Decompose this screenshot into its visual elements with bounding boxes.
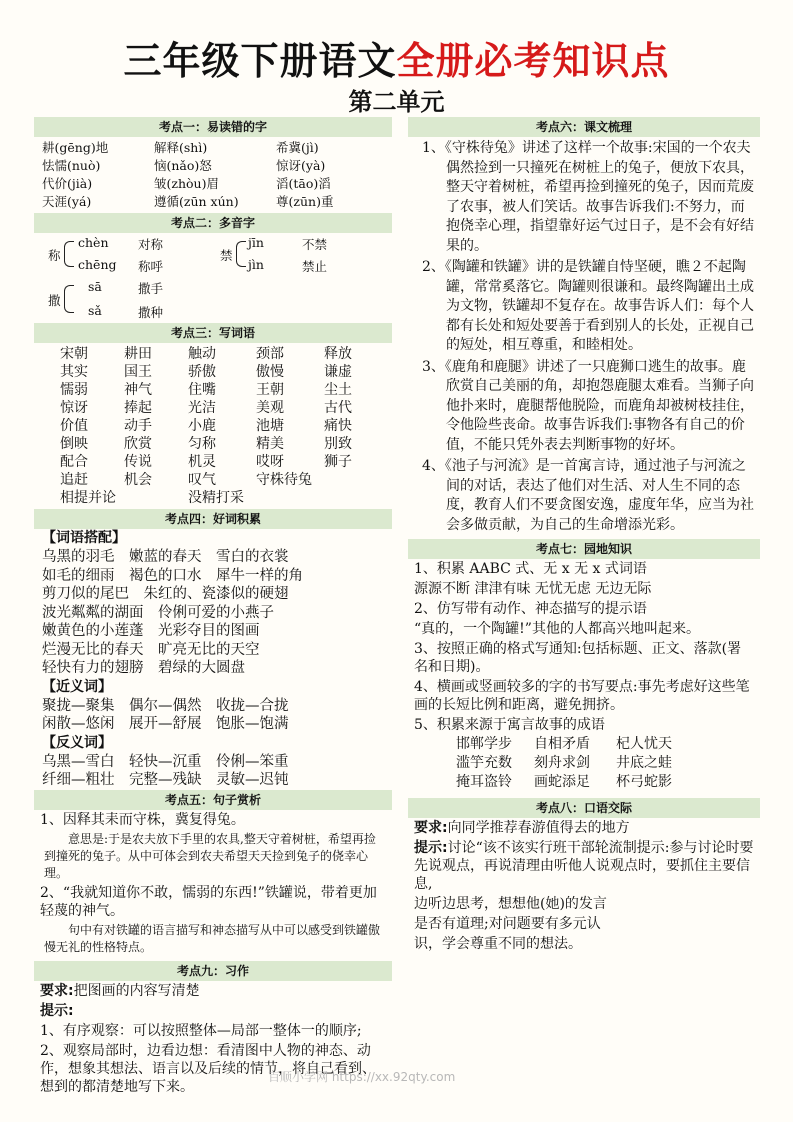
section-header-k1: 考点一：易读错的字 [34, 117, 392, 137]
word-item: 天涯(yá) [42, 194, 92, 209]
word-item: 住嘴 [188, 382, 216, 398]
phrase-line: 烂漫无比的春天 旷亮无比的天空 [42, 641, 260, 658]
word-item: 配合 [60, 454, 88, 470]
word-item: 谦虚 [324, 364, 352, 380]
k7-line: 2、仿写带有动作、神态描写的提示语 [414, 601, 647, 617]
k8-requirement [408, 818, 760, 838]
brace [64, 241, 74, 267]
title-black: 三年级下册语文 [123, 39, 397, 83]
word-item: 耕田 [124, 346, 152, 362]
poly-char-jin: 禁 [220, 248, 233, 263]
k9-requirement [34, 981, 392, 1001]
word-item: 动手 [124, 418, 152, 434]
word-item: 怯懦(nuò) [42, 158, 101, 173]
antonym-line: 乌黑—雪白 轻快—沉重 伶俐—笨重 [42, 753, 289, 770]
poly-pinyin: jìn [248, 257, 264, 272]
section-header-k7: 考点七：园地知识 [408, 539, 760, 559]
k8-tip [408, 838, 760, 894]
tip-label: 提示: [40, 1002, 74, 1019]
section-header-k9: 考点九：习作 [34, 961, 392, 981]
section-header-k3: 考点三：写词语 [34, 323, 392, 343]
word-item: 池塘 [256, 418, 284, 434]
word-item: 恼(nǎo)怒 [154, 158, 212, 173]
k8-tip-line: 边听边思考，想想他(她)的发言 [414, 896, 607, 912]
word-item: 皱(zhòu)眉 [154, 176, 219, 191]
word-item: 代价(jià) [42, 176, 93, 191]
word-item: 精美 [256, 436, 284, 452]
word-item: 別致 [324, 436, 352, 452]
phrase-line: 波光粼粼的湖面 伶俐可爱的小燕子 [42, 604, 274, 621]
idiom-item: 邯郸学步 [456, 736, 512, 752]
k7-line: 5、积累来源于寓言故事的成语 [414, 717, 605, 733]
section-header-k8: 考点八：口语交际 [408, 798, 760, 818]
k8-tip-line: 是否有道理;对问题要有多元认 [414, 916, 601, 932]
section-header-k4: 考点四：好词积累 [34, 509, 392, 529]
idiom-item: 画蛇添足 [534, 774, 590, 790]
title-red: 全册必考知识点 [396, 39, 670, 83]
word-item: 遵循(zūn xún) [154, 194, 239, 209]
word-item: 捧起 [124, 400, 152, 416]
right-column [408, 117, 760, 954]
phrase-list [34, 548, 392, 678]
subheading-synonyms: 【近义词】 [42, 678, 112, 695]
story-list [408, 139, 760, 535]
word-item: 神气 [124, 382, 152, 398]
word-item: 耕(gēng)地 [42, 140, 109, 155]
word-item: 解释(shì) [154, 140, 208, 155]
poly-pinyin: sǎ [88, 303, 102, 318]
antonym-line: 纤细—粗壮 完整—残缺 灵敏—迟钝 [42, 772, 289, 788]
req-text: 把图画的内容写清楚 [73, 982, 200, 999]
word-item: 希冀(jì) [276, 140, 319, 155]
word-item: 追赶 [60, 472, 88, 488]
k3-word-grid [34, 343, 392, 509]
phrase-line: 如毛的细雨 褐色的口水 犀牛一样的角 [42, 567, 303, 584]
word-item: 懦弱 [60, 382, 88, 398]
word-item: 宋朝 [60, 346, 88, 362]
word-item: 傲慢 [256, 364, 284, 380]
poly-word: 禁止 [302, 259, 328, 274]
watermark: 百顺小学网 https://xx.92qty.com [268, 1070, 456, 1084]
sentence-2: 2、“我就知道你不敢，懦弱的东西!”铁罐说，带着更加轻蔑的神气。 [40, 884, 377, 919]
word-item: 欣赏 [124, 436, 152, 452]
idiom-item: 掩耳盗铃 [456, 774, 512, 790]
req-label: 要求: [40, 982, 74, 999]
poly-word: 称呼 [138, 259, 164, 274]
poly-pinyin: jīn [248, 235, 264, 250]
poly-word: 撒种 [138, 305, 164, 320]
page-subtitle: 第二单元 [348, 88, 445, 116]
word-item: 释放 [324, 346, 352, 362]
k7-line: “真的，一个陶罐!”其他的人都高兴地叫起来。 [414, 621, 700, 637]
poly-char-cheng: 称 [48, 248, 61, 263]
k7-line: 源源不断 津津有味 无忧无虑 无边无际 [414, 581, 652, 597]
word-item: 小鹿 [188, 418, 216, 434]
word-item: 守株待兔 [256, 472, 312, 488]
req-label: 要求: [414, 820, 448, 836]
word-item: 惊讶(yà) [276, 158, 326, 173]
subheading-collocation: 【词语搭配】 [42, 530, 126, 546]
phrase-line: 剪刀似的尾巴 朱红的、瓷漆似的硬翅 [42, 586, 289, 602]
poly-pinyin: chēng [78, 257, 117, 272]
idiom-item: 杞人忧天 [616, 736, 672, 752]
k7-line: 4、横画或竖画较多的字的书写要点:事先考虑好这些笔画的长短比例和距离，避免拥挤。 [414, 679, 750, 713]
poly-pinyin: sā [88, 279, 102, 294]
phrase-line: 轻快有力的翅膀 碧绿的大圆盘 [42, 660, 245, 676]
idiom-grid [408, 735, 760, 792]
k2-polyphone-block [34, 233, 392, 323]
word-item: 价值 [60, 418, 88, 434]
k7-line: 1、积累 AABC 式、无 x 无 x 式词语 [414, 561, 647, 577]
story-item: 4、《池子与河流》是一首寓言诗，通过池子与河流之间的对话，表达了他们对生活、对人生不同的态度，教育人们不要贪图安逸，虚度年华，应当为社会多做贡献，为自己的生命增添光彩。 [422, 458, 754, 533]
word-item: 匀称 [188, 436, 216, 452]
poly-word: 不禁 [302, 237, 328, 252]
section-header-k2: 考点二：多音字 [34, 213, 392, 233]
poly-word: 对称 [138, 237, 164, 252]
idiom-item: 杯弓蛇影 [616, 774, 672, 790]
section-header-k5: 考点五：句子赏析 [34, 790, 392, 810]
word-item: 触动 [188, 346, 216, 362]
k8-tip-line: 识，学会尊重不同的想法。 [414, 936, 582, 952]
synonym-line: 闲散—悠闲 展开—舒展 饱胀—饱满 [42, 716, 289, 732]
tip-label: 提示: [414, 840, 448, 856]
subheading-antonyms: 【反义词】 [42, 734, 112, 751]
brace [64, 285, 74, 313]
tip-text: 讨论“该不该实行班干部轮流制提示:参与讨论时要先说观点，再说清理由听他人说观点时，要抓住主要信息, [414, 840, 754, 892]
left-column [34, 117, 392, 1097]
word-item: 国王 [124, 364, 152, 380]
phrase-line: 乌黑的羽毛 嫩蓝的春天 雪白的衣裳 [42, 549, 289, 565]
k1-word-grid [34, 137, 392, 213]
story-item: 3、《鹿角和鹿腿》讲述了一只鹿狮口逃生的故事。鹿欣赏自己美丽的角，却抱怨鹿腿太难看。当狮子向他扑来时，鹿腿帮他脱险，而鹿角却被树枝挂住，令他险些丧命。故事告诉我们:事物各有自己的价值，不能只凭外表去判断事物的好坏。 [422, 358, 754, 453]
word-item: 美观 [256, 400, 284, 416]
idiom-item: 井底之蛙 [616, 755, 672, 771]
synonym-line: 聚拢—聚集 偶尔—偶然 收拢—合拢 [42, 697, 289, 714]
phrase-line: 嫩黄色的小莲蓬 光彩夺目的图画 [42, 623, 260, 639]
idiom-item: 自相矛盾 [534, 736, 590, 752]
k7-line: 3、按照正确的格式写通知:包括标题、正文、落款(署名和日期)。 [414, 641, 742, 675]
word-item: 机灵 [188, 454, 216, 470]
word-item: 古代 [324, 400, 352, 416]
sentence-1: 1、因释其耒而守株，冀复得兔。 [40, 811, 245, 828]
word-item: 滔(tāo)滔 [276, 176, 331, 191]
sentence-1-note: 意思是:于是农夫放下手里的农具,整天守着树桩，希望再捡到撞死的兔子。从中可体会到农夫希望天天捡到兔子的侥幸心理。 [44, 831, 376, 880]
tip-2: 2、观察局部时，边看边想：看清图中人物的神态、动作，想象其想法、语言以及后续的情节，将自己看到、想到的都清楚地写下来。 [40, 1042, 376, 1095]
section-header-k6: 考点六：课文梳理 [408, 117, 760, 137]
page-title [0, 30, 793, 85]
story-item: 1、《守株待兔》讲述了这样一个故事:宋国的一个农夫偶然捡到一只撞死在树桩上的兔子，便放下农具，整天守着树桩，希望再捡到撞死的兔子，因而荒废了农事，被人们笑话。故事告诉我们:不努力，而抱侥幸心理，指望靠好运气过日子，是不会有好结果的。 [422, 140, 754, 254]
idiom-item: 滥竽充数 [456, 755, 512, 771]
sentence-2-note: 句中有对铁罐的语言描写和神态描写从中可以感受到铁罐傲慢无礼的性格特点。 [44, 922, 381, 954]
word-item: 倒映 [60, 436, 88, 452]
word-item: 惊讶 [60, 400, 88, 416]
poly-word: 撒手 [138, 281, 164, 296]
idiom-item: 刻舟求剑 [534, 755, 590, 771]
word-item: 狮子 [324, 454, 352, 470]
poly-char-sa: 撒 [48, 293, 61, 308]
tip-1: 1、有序观察：可以按照整体—局部一整体一的顺序; [40, 1022, 362, 1039]
word-item: 传说 [124, 454, 152, 470]
word-item: 王朝 [256, 382, 284, 398]
word-item: 骄傲 [188, 364, 216, 380]
word-item: 痛快 [324, 418, 352, 434]
word-item: 哎呀 [256, 454, 284, 470]
word-item: 叹气 [188, 472, 216, 488]
word-item: 机会 [124, 472, 152, 488]
word-item: 尘土 [324, 382, 352, 398]
brace [236, 241, 246, 267]
poly-pinyin: chèn [78, 235, 109, 250]
word-item: 光洁 [188, 400, 216, 416]
word-item: 颈部 [256, 346, 284, 362]
word-item: 尊(zūn)重 [276, 194, 334, 209]
word-item: 相提并论 [60, 490, 116, 506]
word-item: 其实 [60, 364, 88, 380]
req-text: 向同学推荐春游值得去的地方 [447, 820, 630, 836]
story-item: 2、《陶罐和铁罐》讲的是铁罐自恃坚硬，瞧２不起陶罐，常常奚落它。陶罐则很谦和。最终陶罐出土成为文物，铁罐却不复存在。故事告诉人们：每个人都有长处和短处要善于看到别人的长处，正视自己的短处，相互尊重，和睦相处。 [422, 259, 754, 353]
word-item: 没精打采 [188, 490, 244, 506]
